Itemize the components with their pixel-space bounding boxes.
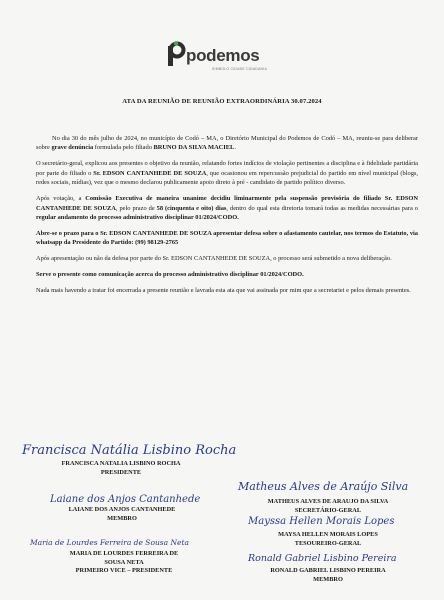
signature-scribble-6: Ronald Gabriel Lisbino Pereira <box>248 553 397 564</box>
signature-block-5 <box>36 550 212 576</box>
paragraph-4: Abre-se o prazo para o Sr. EDSON CANTANHEDE DE SOUZA apresentar defesa sobre o afastamento cautelar, nos termos do Estatuto, via whatsapp da Presidente do Partido: (99) 98129-2765 <box>36 230 418 247</box>
signatory-name: RONALD GABRIEL LISBINO PEREIRA <box>270 567 386 574</box>
signature-block-6 <box>236 567 420 584</box>
signature-block-2 <box>236 498 420 515</box>
paragraph-2: O secretário-geral, explicou aos presentes o objetivo da reunião, relatando fortes indícios de violação pertinentes a disciplina e à fidelidade partidária por parte do filiado o Sr. EDSON CANTANHEDE DE SOUZA, que ocasionou em repercussão prejudicial do partido em nível municipal (blogs, redes sociais, mídias), vez que o mesmo declarou publicamente apoio direto à pré - candidato de partido político diverso. <box>36 160 418 187</box>
signatory-role: PRIMEIRO VICE – PRESIDENTE <box>75 567 173 575</box>
signature-scribble-4: Mayssa Hellen Morais Lopes <box>248 516 395 527</box>
logo-subtitle: SIMBOLO CIDADE CIDADANIA <box>212 67 267 71</box>
signature-scribble-5: Maria de Lourdes Ferreira de Sousa Neta <box>30 538 189 547</box>
signatory-name: MATHEUS ALVES DE ARAUJO DA SILVA <box>267 498 389 505</box>
logo-name: podemos <box>186 46 260 65</box>
podemos-logo-icon <box>166 40 188 68</box>
signature-scribble-2: Matheus Alves de Araújo Silva <box>238 480 409 493</box>
signatory-name-line-2: SOUSA NETA <box>104 558 144 566</box>
signatory-name: MAYSA HELLEN MORAIS LOPES <box>278 531 378 538</box>
signatory-name: MARIA DE LOURDES FERREIRA DE <box>69 550 179 557</box>
signatory-name: FRANCISCA NATALIA LISBINO ROCHA <box>61 460 181 467</box>
paragraph-3: Após votação, a Comissão Executiva de maneira unanime decidiu liminarmente pela suspensão provisória do filiado Sr. EDSON CANTANHEDE DE SOUZA, pelo prazo de 58 (cinquenta e oito) dias, dentro do qual esta diretoria tomará todas as medidas necessárias para o regular andamento do processo administrativo disciplinar 01/2024/CODO. <box>36 195 419 222</box>
paragraph-6: Serve o presente como comunicação acerca do processo administrativo disciplinar 01/2024/CODO. <box>36 271 304 279</box>
signature-block-4 <box>236 531 420 548</box>
signatory-role: MEMBRO <box>107 514 137 522</box>
paragraph-1: No dia 30 do mês julho de 2024, no município de Codó – MA, o Diretório Municipal do Podemos de Codó – MA, reuniu-se para deliberar sobre grave denúncia formulada pelo filiado BRUNO DA SILVA MACIEL. <box>36 135 418 152</box>
signatory-role: MEMBRO <box>313 575 343 583</box>
paragraph-5: Após apresentação ou não da defesa por parte do Sr. EDSON CANTANHEDE DE SOUZA, o processo será submetido a nova deliberação. <box>36 255 392 263</box>
document-title: ATA DA REUNIÃO DE REUNIÃO EXTRAORDINÁRIA 30.07.2024 <box>122 98 322 105</box>
paragraph-7: Nada mais havendo a tratar foi encerrada a presente reunião e lavrada esta ata que vai assinada por mim que a secretariei e pelos demais presentes. <box>36 287 411 295</box>
signature-scribble-3: Laiane dos Anjos Cantanhede <box>50 494 201 505</box>
signatory-role: SECRETÁRIO-GERAL <box>294 506 362 514</box>
podemos-logo <box>166 40 286 74</box>
signatory-role: TESOUREIRO-GERAL <box>294 539 362 547</box>
document-body <box>36 134 418 302</box>
signature-block-1 <box>36 460 206 477</box>
signatory-name: LAIANE DOS ANJOS CANTANHEDE <box>68 506 176 513</box>
signature-scribble-1: Francisca Natália Lisbino Rocha <box>22 443 237 458</box>
signature-block-3 <box>36 506 208 523</box>
signatory-role: PRESIDENTE <box>100 468 142 476</box>
